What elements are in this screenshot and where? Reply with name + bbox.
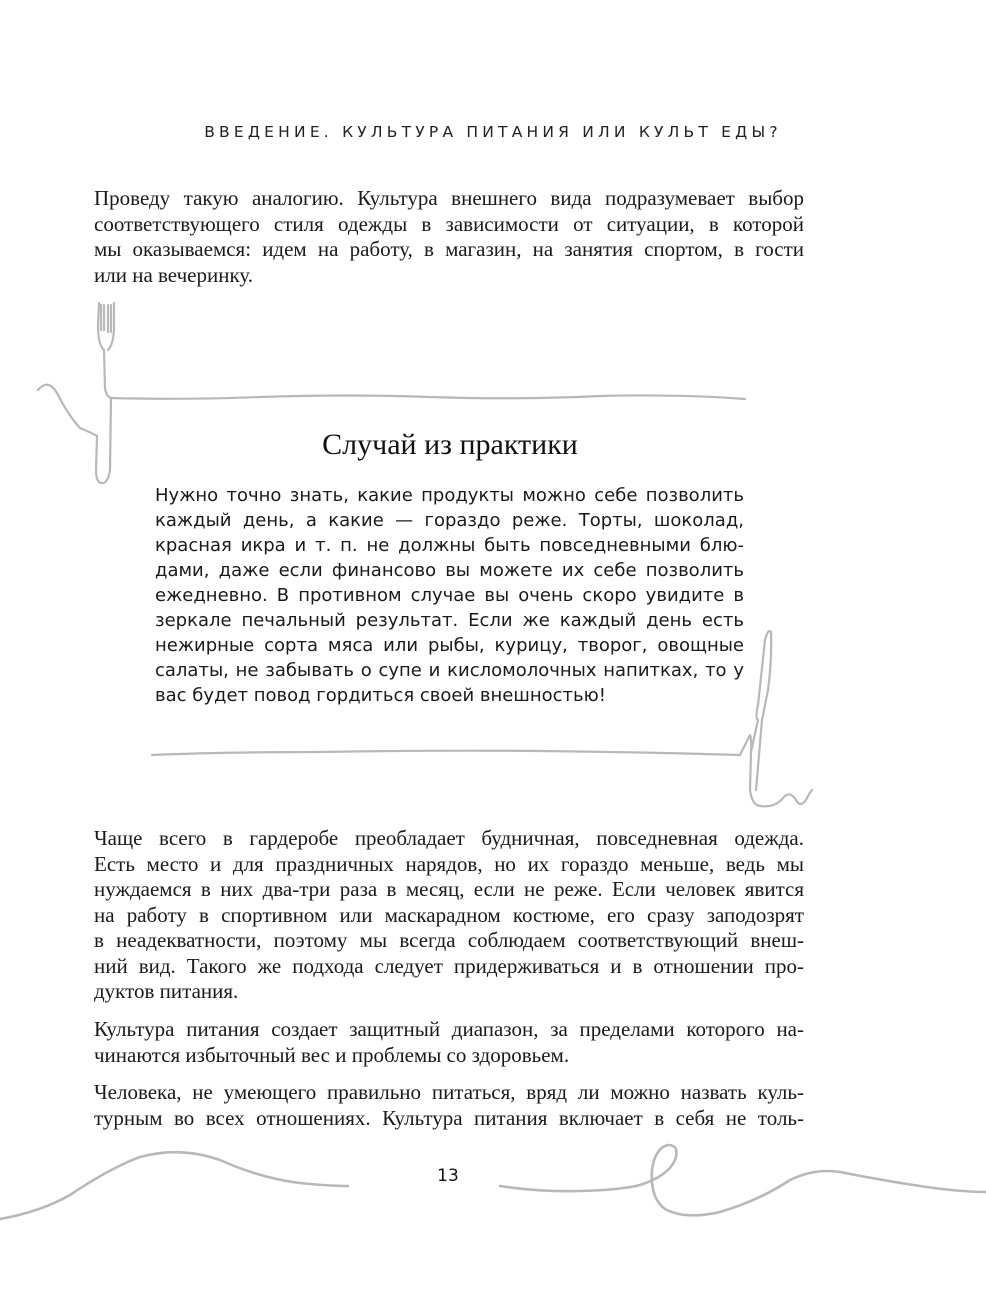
fork-icon bbox=[38, 303, 114, 483]
text-line: соответствующего стиля одежды в зависимости от ситуации, в которой bbox=[94, 211, 804, 236]
text-line: чинаются избыточный вес и проблемы со здоровьем. bbox=[94, 1042, 570, 1067]
text-line: Есть место и для праздничных нарядов, но их гораздо меньше, ведь мы bbox=[94, 851, 804, 876]
running-header: ВВЕДЕНИЕ. КУЛЬТУРА ПИТАНИЯ ИЛИ КУЛЬТ ЕДЫ? bbox=[204, 123, 782, 141]
text-line: нежирные сорта мяса или рыбы, курицу, творог, овощные bbox=[155, 635, 744, 656]
text-line: мы оказываемся: идем на работу, в магазин, на занятия спортом, в гости bbox=[94, 237, 804, 261]
bottom-rule bbox=[152, 751, 740, 755]
text-line: красная икра и т. п. не должны быть повседневными блю- bbox=[155, 535, 744, 556]
text-line: в неадекватности, поэтому мы всегда соблюдаем соответствующий внеш- bbox=[94, 928, 804, 952]
text-line: вас будет повод гордиться своей внешностью! bbox=[155, 685, 606, 706]
text-line: салаты, не забывать о супе и кисломолочных напитках, то у bbox=[155, 660, 744, 681]
text-line: дами, даже если финансово вы можете их себе позволить bbox=[155, 560, 744, 581]
text-line: нуждаемся в них два-три раза в месяц, если не реже. Если человек явится bbox=[94, 877, 804, 901]
case-box-text bbox=[155, 483, 744, 708]
text-line: Человека, не умеющего правильно питаться, вряд ли можно назвать куль- bbox=[94, 1080, 804, 1104]
text-line: ежедневно. В противном случае вы очень скоро увидите в bbox=[155, 585, 744, 606]
text-line: турным во всех отношениях. Культура питания включает в себя не толь- bbox=[94, 1105, 804, 1130]
text-line: дуктов питания. bbox=[94, 979, 239, 1003]
case-box-title: Случай из практики bbox=[322, 428, 578, 461]
top-rule bbox=[111, 395, 745, 399]
page-number: 13 bbox=[437, 1166, 459, 1186]
text-line: Нужно точно знать, какие продукты можно себе позволить bbox=[155, 485, 744, 506]
text-line: каждый день, а какие — гораздо реже. Торты, шоколад, bbox=[155, 510, 744, 531]
body-paragraph bbox=[94, 1017, 804, 1068]
text-line: Проведу такую аналогию. Культура внешнего вида подразумевает выбор bbox=[94, 186, 804, 210]
body-paragraph bbox=[94, 1080, 804, 1131]
text-line: Культура питания создает защитный диапазон, за пределами которого на- bbox=[94, 1017, 804, 1041]
text-line: ний вид. Такого же подхода следует придерживаться и в отношении про- bbox=[94, 953, 804, 978]
knife-icon bbox=[740, 631, 812, 806]
text-line: на работу в спортивном или маскарадном костюме, его сразу заподозрят bbox=[94, 902, 804, 927]
text-line: зеркале печальный результат. Если же каждый день есть bbox=[155, 610, 744, 631]
text-line: или на вечеринку. bbox=[94, 262, 254, 287]
body-paragraph bbox=[94, 826, 804, 1005]
intro-paragraph bbox=[94, 186, 804, 288]
text-line: Чаще всего в гардеробе преобладает будничная, повседневная одежда. bbox=[94, 826, 804, 850]
